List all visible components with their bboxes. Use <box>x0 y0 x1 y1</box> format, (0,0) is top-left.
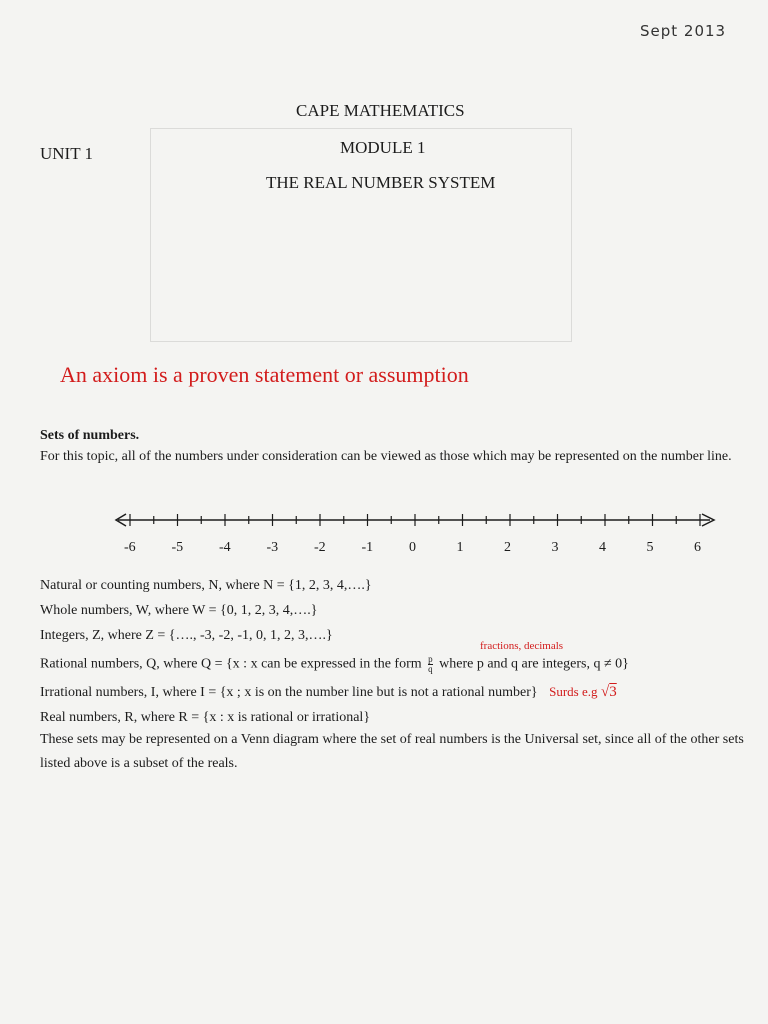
module-label: MODULE 1 <box>340 138 426 157</box>
fraction-numerator: p <box>428 654 433 664</box>
number-line-label: -4 <box>219 540 231 555</box>
rational-post: where p and q are integers, q ≠ 0} <box>439 656 629 672</box>
surds-example: √3 <box>601 684 617 700</box>
unit-label: UNIT 1 <box>40 144 94 163</box>
number-line-label: -5 <box>171 540 184 555</box>
rational-numbers <box>40 655 629 674</box>
number-line-label: 6 <box>694 540 701 555</box>
sets-intro: For this topic, all of the numbers under consideration can be viewed as those which may be represented on the number line. <box>40 449 732 464</box>
number-line-label: 5 <box>646 540 654 555</box>
rational-fraction <box>428 655 433 674</box>
number-line-label: 2 <box>504 540 511 555</box>
document-subtitle: THE REAL NUMBER SYSTEM <box>266 173 496 192</box>
handwritten-date: Sept 2013 <box>640 22 727 40</box>
irrational-text: Irrational numbers, I, where I = {x ; x is on the number line but is not a rational number} <box>40 685 538 700</box>
natural-numbers: Natural or counting numbers, N, where N = {1, 2, 3, 4,….} <box>40 578 372 593</box>
number-line-label: 1 <box>456 540 464 555</box>
number-line-label: 3 <box>551 540 559 555</box>
irrational-numbers <box>40 684 617 701</box>
surds-radicand: 3 <box>609 684 617 700</box>
number-line-label: -3 <box>266 540 279 555</box>
rational-pre: Rational numbers, Q, where Q = {x : x can be expressed in the form <box>40 656 422 672</box>
number-line-label: 4 <box>599 540 606 555</box>
number-line-label: -2 <box>314 540 326 555</box>
sets-heading: Sets of numbers. <box>40 428 140 443</box>
number-line-label: -6 <box>124 540 136 555</box>
rational-note: fractions, decimals <box>480 640 564 652</box>
bleed-through-box <box>150 128 572 342</box>
axiom-note: An axiom is a proven statement or assumption <box>60 362 469 387</box>
surds-note: Surds e.g <box>549 684 598 699</box>
document-title: CAPE MATHEMATICS <box>296 101 465 120</box>
real-numbers: Real numbers, R, where R = {x : x is rational or irrational} <box>40 710 371 725</box>
integers: Integers, Z, where Z = {…., -3, -2, -1, 0, 1, 2, 3,….} <box>40 628 333 643</box>
fraction-denominator: q <box>428 664 433 674</box>
number-line-label: -1 <box>361 540 374 555</box>
venn-paragraph: These sets may be represented on a Venn diagram where the set of real numbers is the Universal set, since all of the other sets listed above is a subset of the reals. <box>40 732 744 771</box>
whole-numbers: Whole numbers, W, where W = {0, 1, 2, 3, 4,….} <box>40 603 318 618</box>
number-line-label: 0 <box>409 540 416 555</box>
number-line <box>110 505 730 535</box>
